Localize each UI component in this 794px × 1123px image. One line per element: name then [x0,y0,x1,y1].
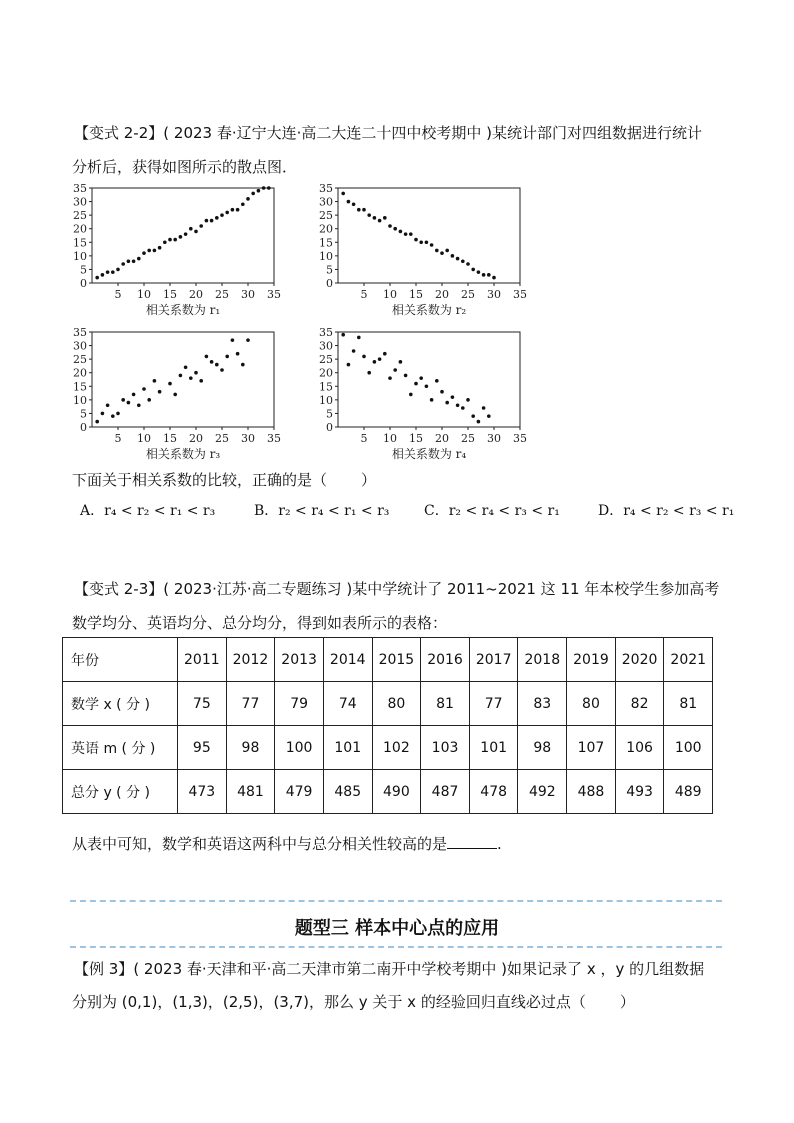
data-point [127,259,131,263]
data-point [205,219,209,223]
data-point [471,268,475,272]
data-point [373,216,377,220]
y-tick-label: 30 [319,339,333,353]
data-point [435,379,439,383]
scores-table [62,637,713,814]
data-point [451,395,455,399]
data-point [101,273,105,277]
variant-2-2-line-1 [74,122,702,143]
table-cell: 2015 [372,638,421,682]
table-cell: 80 [372,682,421,726]
data-point [184,365,188,369]
question-text: 下面关于相关系数的比较，正确的是（ [72,471,328,489]
data-point [142,251,146,255]
variant-stem: 某统计部门对四组数据进行统计 [492,124,703,142]
table-cell: 479 [275,770,324,814]
scatter-plot-r1 [62,180,292,324]
example-3-line-1 [74,958,704,979]
data-point [241,202,245,206]
y-tick-label: 35 [319,182,333,195]
table-cell: 103 [421,726,470,770]
data-point [404,232,408,236]
data-point [121,262,125,266]
table-cell: 81 [664,682,713,726]
data-point [106,403,110,407]
table-cell: 81 [421,682,470,726]
example-stem: 如果记录了 x ，y 的几组数据 [507,960,705,978]
y-tick-label: 15 [73,380,87,394]
x-tick-label: 35 [267,288,281,301]
x-tick-label: 35 [513,288,527,301]
data-point [121,398,125,402]
data-point [95,276,99,280]
table-row-label: 数学 x ( 分 ) [63,682,178,726]
data-point [456,257,460,261]
data-point [132,259,136,263]
data-point [184,232,188,236]
x-tick-label: 25 [215,288,229,301]
data-point [367,371,371,375]
y-tick-label: 10 [319,393,333,407]
scatter-r2-svg [308,180,538,320]
y-tick-label: 30 [319,195,333,209]
table-cell: 107 [567,726,616,770]
x-tick-label: 20 [189,288,203,301]
table-cell: 2011 [178,638,227,682]
data-point [158,246,162,250]
data-point [482,273,486,277]
data-point [127,401,131,405]
scatter-r4-svg [308,324,538,464]
table-cell: 98 [518,726,567,770]
x-tick-label: 15 [163,432,177,445]
table-cell: 77 [469,682,518,726]
data-point [393,227,397,231]
example-source: ( 2023 春·天津和平·高二天津市第二南开中学校考期中 ) [133,960,508,978]
data-point [367,213,371,217]
table-cell: 493 [615,770,664,814]
data-point [215,216,219,220]
data-point [189,227,193,231]
table-row [63,726,713,770]
y-tick-label: 15 [319,380,333,394]
data-point [220,213,224,217]
variant-tag: 【变式 2-2】 [74,124,164,142]
data-point [492,276,496,280]
data-point [471,414,475,418]
option-c[interactable] [424,500,560,520]
data-point [168,238,172,242]
data-point [430,398,434,402]
x-tick-label: 10 [137,288,151,301]
table-cell: 2012 [226,638,275,682]
data-point [399,230,403,234]
data-point [352,349,356,353]
x-tick-label: 30 [487,432,501,445]
y-tick-label: 10 [319,249,333,263]
data-point [341,192,345,196]
data-point [236,352,240,356]
scatter-plot-r2 [308,180,538,324]
data-point [357,336,361,340]
data-point [189,376,193,380]
y-tick-label: 35 [73,182,87,195]
data-point [414,382,418,386]
table-cell: 485 [323,770,372,814]
scatter-r1-svg [62,180,292,320]
table-cell: 489 [664,770,713,814]
data-point [409,232,413,236]
y-tick-label: 30 [73,195,87,209]
table-cell: 95 [178,726,227,770]
conclusion-end: . [497,835,502,853]
x-tick-label: 25 [461,288,475,301]
scatter-plot-r3 [62,324,292,468]
y-tick-label: 25 [319,209,333,223]
data-point [456,403,460,407]
data-point [225,355,229,359]
table-cell: 82 [615,682,664,726]
data-point [425,384,429,388]
table-cell: 478 [469,770,518,814]
y-tick-label: 10 [73,249,87,263]
x-tick-label: 35 [267,432,281,445]
y-tick-label: 35 [73,326,87,339]
data-point [101,412,105,416]
variant-tag: 【变式 2-3】 [74,580,164,598]
data-point [383,216,387,220]
data-point [393,368,397,372]
x-tick-label: 25 [461,432,475,445]
option-a-text: r₄ < r₂ < r₁ < r₃ [104,503,216,519]
x-axis-label: 相关系数为 r₄ [391,447,467,461]
data-point [231,208,235,212]
data-point [440,390,444,394]
option-c-letter: C． [424,503,449,519]
table-cell: 2016 [421,638,470,682]
data-point [137,403,141,407]
data-point [95,420,99,424]
data-point [487,414,491,418]
x-tick-label: 15 [163,288,177,301]
variant-2-3-line-1 [74,578,719,599]
data-point [168,382,172,386]
divider-bottom [70,946,722,948]
data-point [236,208,240,212]
example-3-line-2 [72,991,635,1012]
variant-stem: 某中学统计了 2011~2021 这 11 年本校学生参加高考 [352,580,720,598]
data-point [487,273,491,277]
table-header-cell: 年份 [63,638,178,682]
table-cell: 490 [372,770,421,814]
data-point [267,186,271,190]
y-tick-label: 15 [73,236,87,250]
data-point [153,379,157,383]
x-tick-label: 5 [360,432,368,445]
data-point [231,338,235,342]
x-tick-label: 10 [383,288,397,301]
y-tick-label: 10 [73,393,87,407]
table-cell: 83 [518,682,567,726]
x-tick-label: 20 [189,432,203,445]
data-point [347,363,351,367]
data-point [153,249,157,253]
data-point [246,197,250,201]
data-point [357,208,361,212]
data-point [466,398,470,402]
table-row [63,682,713,726]
data-point [477,270,481,274]
y-tick-label: 30 [73,339,87,353]
x-tick-label: 30 [241,432,255,445]
answer-blank[interactable] [447,834,497,849]
x-tick-label: 20 [435,432,449,445]
y-tick-label: 20 [319,222,333,236]
data-point [215,363,219,367]
option-a[interactable] [80,500,215,520]
x-tick-label: 15 [409,432,423,445]
y-tick-label: 0 [326,277,333,290]
data-point [111,270,115,274]
table-cell: 102 [372,726,421,770]
data-point [205,355,209,359]
data-point [383,352,387,356]
table-row-label: 英语 m ( 分 ) [63,726,178,770]
data-point [378,219,382,223]
table-cell: 106 [615,726,664,770]
data-point [111,414,115,418]
data-point [409,393,413,397]
x-tick-label: 15 [409,288,423,301]
variant-2-3-line-2: 数学均分、英语均分、总分均分，得到如表所示的表格： [72,614,448,632]
table-cell: 481 [226,770,275,814]
table-cell: 75 [178,682,227,726]
table-cell: 2014 [323,638,372,682]
y-tick-label: 5 [80,263,87,277]
y-tick-label: 0 [80,421,87,434]
data-point [173,238,177,242]
scatter-r3-svg [62,324,292,464]
y-tick-label: 20 [73,222,87,236]
plot-frame [338,332,520,427]
y-tick-label: 20 [319,366,333,380]
data-point [388,376,392,380]
table-cell: 487 [421,770,470,814]
option-d-text: r₄ < r₂ < r₃ < r₁ [623,503,735,519]
data-point [347,200,351,204]
option-b[interactable] [254,500,389,520]
data-point [116,268,120,272]
scatter-plot-r4 [308,324,538,468]
conclusion-line [72,833,502,854]
variant-source: ( 2023·江苏·高二专题练习 ) [163,580,353,598]
data-point [262,186,266,190]
example-paren-end: ） [619,993,635,1011]
table-cell: 2018 [518,638,567,682]
table-row-label: 总分 y ( 分 ) [63,770,178,814]
data-point [352,202,356,206]
data-point [399,360,403,364]
data-point [414,238,418,242]
data-point [451,254,455,258]
data-point [142,387,146,391]
data-point [137,257,141,261]
table-cell: 101 [323,726,372,770]
x-tick-label: 5 [360,288,368,301]
data-point [425,240,429,244]
variant-2-2-line-2: 分析后，获得如图所示的散点图． [72,158,298,176]
data-point [445,401,449,405]
table-cell: 488 [567,770,616,814]
x-axis-label: 相关系数为 r₁ [145,303,221,317]
data-point [147,249,151,253]
table-cell: 98 [226,726,275,770]
data-point [194,230,198,234]
table-cell: 473 [178,770,227,814]
data-point [173,393,177,397]
data-point [199,379,203,383]
y-tick-label: 25 [319,353,333,367]
table-cell: 2013 [275,638,324,682]
data-point [440,251,444,255]
data-point [430,243,434,247]
y-tick-label: 0 [326,421,333,434]
y-tick-label: 5 [326,263,333,277]
section-heading: 题型三 样本中心点的应用 [294,918,500,939]
table-cell: 100 [664,726,713,770]
x-tick-label: 25 [215,432,229,445]
table-cell: 2017 [469,638,518,682]
x-axis-label: 相关系数为 r₂ [391,303,467,317]
plot-frame [338,188,520,283]
data-point [179,374,183,378]
option-d[interactable] [598,500,734,520]
example-stem-2: 分别为 (0,1)，(1,3)，(2,5)，(3,7)，那么 y 关于 x 的经验回归直线必过点（ [72,993,586,1011]
data-point [461,259,465,263]
data-point [404,374,408,378]
option-d-letter: D． [598,503,624,519]
data-point [241,363,245,367]
data-point [373,360,377,364]
option-b-letter: B． [254,503,279,519]
x-tick-label: 5 [114,288,122,301]
table-cell: 77 [226,682,275,726]
conclusion-text: 从表中可知，数学和英语这两科中与总分相关性较高的是 [72,835,448,853]
table-row [63,770,713,814]
option-c-text: r₂ < r₄ < r₃ < r₁ [448,503,560,519]
x-axis-label: 相关系数为 r₃ [145,447,221,461]
data-point [246,338,250,342]
divider-top [70,900,722,902]
table-cell: 79 [275,682,324,726]
example-tag: 【例 3】 [74,960,134,978]
data-point [251,192,255,196]
y-tick-label: 5 [326,407,333,421]
data-point [199,224,203,228]
option-b-text: r₂ < r₄ < r₁ < r₃ [278,503,390,519]
data-point [179,235,183,239]
data-point [388,224,392,228]
data-point [147,398,151,402]
data-point [210,360,214,364]
table-cell: 80 [567,682,616,726]
data-point [257,189,261,193]
table-cell: 74 [323,682,372,726]
y-tick-label: 15 [319,236,333,250]
data-point [461,406,465,410]
table-row [63,638,713,682]
data-point [210,219,214,223]
data-point [466,262,470,266]
data-point [419,376,423,380]
data-point [362,208,366,212]
data-point [220,368,224,372]
table-cell: 2019 [567,638,616,682]
variant-source: ( 2023 春·辽宁大连·高二大连二十四中校考期中 ) [163,124,493,142]
table-cell: 492 [518,770,567,814]
data-point [158,390,162,394]
question-line [72,469,376,490]
data-point [116,412,120,416]
table-cell: 2020 [615,638,664,682]
data-point [477,420,481,424]
table-cell: 2021 [664,638,713,682]
data-point [482,406,486,410]
data-point [163,240,167,244]
y-tick-label: 5 [80,407,87,421]
x-tick-label: 5 [114,432,122,445]
data-point [341,333,345,337]
data-point [445,249,449,253]
y-tick-label: 25 [73,353,87,367]
data-point [362,355,366,359]
x-tick-label: 30 [487,288,501,301]
y-tick-label: 20 [73,366,87,380]
data-point [194,371,198,375]
y-tick-label: 25 [73,209,87,223]
data-point [378,357,382,361]
table-cell: 101 [469,726,518,770]
y-tick-label: 35 [319,326,333,339]
data-point [435,249,439,253]
x-tick-label: 35 [513,432,527,445]
y-tick-label: 0 [80,277,87,290]
data-point [419,240,423,244]
data-point [225,211,229,215]
data-point [106,270,110,274]
x-tick-label: 30 [241,288,255,301]
x-tick-label: 20 [435,288,449,301]
table-cell: 100 [275,726,324,770]
data-point [132,393,136,397]
x-tick-label: 10 [137,432,151,445]
x-tick-label: 10 [383,432,397,445]
option-a-letter: A． [80,503,105,519]
question-paren-end: ） [361,471,377,489]
